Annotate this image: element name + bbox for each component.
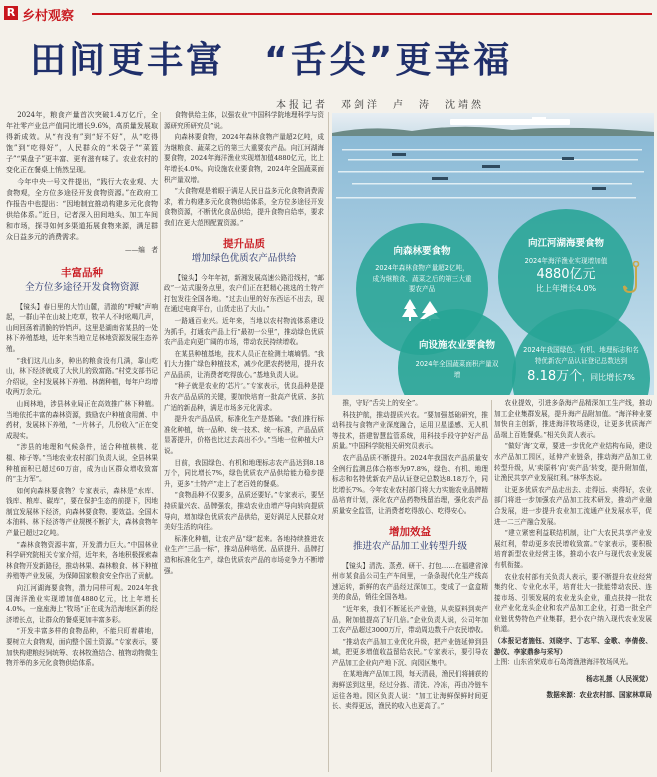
data-source: 数据来源：农业农村部、国家林草局 [546, 690, 652, 699]
bubble-text: 同比增长7% [590, 373, 635, 382]
subheading-2-sub: 增加绿色优质农产品供给 [191, 252, 297, 264]
paragraph: “建立紧密利益联结机制，让广大农民共享产业发展红利，带动更多农民增收致富。”专家表示，要积极培育新型农业经营主体，推动小农户与现代农业发展有机衔接。 [494, 529, 652, 569]
bubble-text: 2024年全国蔬菜面积产量双增 [415, 360, 499, 379]
header-rule [92, 13, 652, 15]
paragraph: 【镜头】清洗、蒸煮、研干、打包……在福建省漳州市某食品公司生产车间里，一条条现代化生产线高速运转，新鲜的农产品经过深加工，变成了一盒盒精美的食品，销往全国各地。 [332, 561, 488, 602]
column-divider [160, 112, 161, 772]
paragraph: 一路通百业兴。近年来，当地以农村物流体系建设为抓手，打通农产品上行“最初一公里”，推动绿色优质农产品走向更广阔的市场，带动农民持续增收。 [164, 316, 324, 347]
bubble-title: 向江河湖海要食物 [527, 238, 604, 249]
paragraph: 农产品品质不断提升。2024年我国农产品质量安全例行监测总体合格率为97.8%，绿色、有机、地理标志和名特优新农产品认证登记总数达8.18万个，同比增长7%。今年农业农村部门将大力实施农业品牌精品培育计划，深化农产品药物残留治理，强化农产品质量安全监管，让消费者吃得放心、吃得安心。 [332, 453, 488, 515]
bubble-value: 4880亿元 [536, 266, 596, 282]
photo-caption: 上图：山东省荣成市石岛湾渔港海洋牧场风光。 [494, 658, 633, 667]
lead-paragraph: 2024年，粮食产量首次突破1.4万亿斤，全年社零产业总产值同比增长9.6%，高质量发展取得新成效。从“有没有”到“好不好”，从“吃得饱”到“吃得好”，人民群众的“米袋子”“菜篮子”“果盘子”更丰富、更有滋有味了。农业农村的变化正在餐桌上悄然呈现。 [6, 111, 158, 174]
paragraph: 提升农产品品质，标准化生产是基础。“我们推行标准化种植，统一品种、统一技术、统一标准，产品品质显著提升，价格也比过去高出不少。”当地一位种植大户说。 [164, 415, 324, 456]
subheading-3: 增加效益 [389, 525, 431, 538]
bubble-title: 向森林要食物 [393, 246, 451, 257]
paragraph: “涉县的地理和气候条件，适合种植核桃、花椒、柿子等。”当地农业农村部门负责人说，全县林果种植面积已超过60万亩，成为山区群众增收致富的“主力军”。 [6, 443, 158, 484]
subheading-3-sub: 推进农产品加工业转型升级 [352, 540, 467, 552]
column-divider [491, 400, 492, 772]
bubble-title: 向设施农业要食物 [418, 340, 495, 351]
paragraph: “食物品种不仅要多，品质还要好。”专家表示，要坚持质量兴农、品牌强农，推动农业由增产导向转向提质导向，增加绿色优质农产品供给，更好满足人民群众对美好生活的向往。 [164, 491, 324, 532]
paragraph: 向森林要食物，2024年森林食物产量超2亿吨，成为继粮食、蔬菜之后的第三大重要农产品。向江河湖海要食物，2024年海洋渔业实现增加值4880亿元，比上年增长4.0%。向设施农业要食物，2024年全国蔬菜面积产量双增。 [164, 133, 324, 184]
paragraph: “大食物观是着眼于满足人民日益多元化食物消费需求，着力构建多元化食物供给体系，全方位多途径开发食物资源，不断优化食品供给，提升食物自给率，要求我们在更大范围配置资源。” [164, 187, 324, 227]
newspaper-logo: R [4, 6, 18, 20]
paragraph: “森林食物资源丰富，开发潜力巨大。”中国林业科学研究院相关专家介绍，近年来，各地积极探索森林食物开发新路径，推动林果、森林粮食、林下种植养殖等产业发展，为保障国家粮食安全作出了贡献。 [6, 540, 158, 581]
article-column-1 [6, 110, 158, 775]
paragraph: “开发丰富多样的食物品种，不能只盯着耕地，要树立大食物观，面向整个国土资源。”专家表示，要加快构建粮经饲统筹、农林牧渔结合、植物动物微生物并举的多元化食物供给体系。 [6, 627, 158, 668]
section-header [0, 4, 657, 24]
paragraph: “种子就是农业的‘芯片’。”专家表示，优良品种是提升农产品品质的关键，要加快培育一批高产优质、多抗广适的新品种，满足市场多元化需求。 [164, 382, 324, 412]
article-column-4 [494, 398, 652, 774]
paragraph: 目前，我国绿色、有机和地理标志农产品达到8.18万个，同比增长7%，绿色优质农产品供给能力稳步提升，更多“土特产”走上了老百姓的餐桌。 [164, 458, 324, 488]
fish-hook-icon [622, 261, 650, 295]
paragraph: 【镜头】今年年初，新湘发展高速公路沿线村，“邮政”一站式服务点里，农户们正在把精心挑选的土特产打包发往全国各地。“过去山里的好东西运不出去，现在通过电商平台，山货走出了大山。” [164, 273, 324, 314]
bubble-text: 2024年森林食物产量超2亿吨，成为继粮食、蔬菜之后的第三大重要农产品 [372, 264, 472, 293]
lead-paragraph: 今年中央一号文件提出，“践行大农业观、大食物观，全方位多途径开发食物资源。”在政府工作报告中也提出：“因地制宜推动构建多元化食物供给体系。”近日，记者深入田间地头、加工车间和市场，探寻如何多渠道拓展食物来源，满足群众日益多元的消费需求。 [6, 178, 158, 241]
subheading-2: 提升品质 [223, 237, 265, 250]
paragraph: 让更多优质农产品走出去、走得远、卖得好，农业部门将进一步加强农产品加工技术研发，推动产业融合发展，进一步提升农业加工流通产业发展水平，促进一二三产融合发展。 [494, 485, 652, 526]
paragraph: 在某地海产品加工园，每天清晨，渔民们将捕获的海鲜送到这里，经过分拣、清洗、冷冻，再由冷链车运往各地。园区负责人说：“加工让海鲜保鲜时间更长、卖得更远，渔民的收入也更高了。” [332, 670, 488, 711]
headline: 田间更丰富 “舌尖”更幸福 [30, 40, 513, 81]
paragraph: “我们这儿山多，种出的粮食没有几满，靠山吃山，林下经济就成了大伙儿的致富路。”村党支部书记介绍说，全村发展林下养殖、林菌种植，每年户均增收两万余元。 [6, 356, 158, 397]
article-column-2 [164, 110, 324, 775]
paragraph: 山间林地，涉县林业局正在高效推广林下种植。当地依托丰富的森林资源，鼓励农户种植食用菌、中药材，发展林下养殖，“一片林子，几份收入”正在变成现实。 [6, 399, 158, 440]
paragraph: 推，守好“舌尖上的安全”。 [342, 399, 422, 407]
paragraph: 标准化种植，让农产品“绿”起来。各地持续推进农业生产“三品一标”，推动品种培优、品质提升、品牌打造和标准化生产，绿色优质农产品的市场竞争力不断增强。 [164, 534, 324, 575]
paragraph: “推动农产品加工业优化升级，把产业链延伸到县域，把更多增值收益留给农民。”专家表示，要引导农产品加工企业向产地下沉、向园区集中。 [332, 637, 488, 667]
subheading-1-sub: 全方位多途径开发食物资源 [24, 281, 139, 293]
bubble-value-line: 8.18万个，同比增长7% [527, 369, 635, 384]
bubble-text: 2024年我国绿色、有机、地理标志和名特优新农产品认证登记总数达到 [523, 346, 639, 365]
editor-sign: ——编 者 [125, 246, 158, 254]
byline: 本报记者 邓剑洋 卢 涛 沈靖然 [276, 100, 484, 111]
paragraph: 如何向森林要食物？专家表示，森林是“水库、钱库、粮库、碳库”，要在保护生态的前提下，因地制宜发展林下经济，向森林要食物、要效益。全国木本油料、林下经济等产业规模不断扩大，森林食物年产量已超过2亿吨。 [6, 486, 158, 538]
subheading-1: 丰富品种 [61, 266, 103, 279]
paragraph: 农业提效，引进多条海产品精深加工生产线，推动加工企业集群发展，提升海产品附加值。“海洋种业要加快自主创新，推进海洋牧场建设，让更多优质海产品端上百姓餐桌。”相关负责人表示。 [494, 399, 652, 439]
bubble-text: 比上年增长4.0% [535, 283, 597, 293]
reporter-credit: （本报记者施钰、刘晓宇、丁志军、金歌、李倩俊、游仪、李家鼎参与采写） [494, 637, 652, 656]
article-column-3 [332, 398, 488, 774]
paragraph: 农业农村部有关负责人表示，要不断提升农业经营集约化、专业化水平，培育壮大一批能带动农民、连接市场、引领发展的农业龙头企业，重点扶持一批农业产业化龙头企业和农产品加工企业，打造一批全产业链优势特色产业集群，把小农户纳入现代农业发展轨道。 [494, 572, 652, 634]
column-divider [328, 112, 329, 772]
paragraph: “做好‘海’文章，要进一步优化产业结构布局，建设水产品加工园区，延伸产业链条，推动海产品加工业转型升级，从‘卖原料’向‘卖产品’转变，提升附加值，让渔民共享产业发展红利。”林华杰说。 [494, 442, 652, 483]
paragraph: 向江河湖海要食物，潜力同样可观。2024年我国海洋渔业实现增加值4880亿元，比上年增长4.0%。一座座海上“牧场”正在成为沿海地区新的经济增长点，让群众的餐桌更加丰富多彩。 [6, 584, 158, 624]
paragraph: 在某县种植基地，技术人员正在检测土壤墒情。“我们大力推广绿色种植技术，减少化肥农药使用，提升农产品品质，让消费者吃得放心。”基地负责人说。 [164, 349, 324, 379]
paragraph: 【镜头】春日里的大竹山麓，清澈的“呼喊”声响起，一群山羊在山坡上吃草，牧羊人不时吆喝几声，山间回荡着清脆的铃铛声。这里是湖南省某县的一处林下养殖基地，近年来当地立足林地资源发展生态养殖。 [6, 302, 158, 353]
bubble-text: 2024年海洋渔业实现增加值 [524, 257, 608, 265]
section-title: 乡村观察 [22, 9, 75, 24]
paragraph: 食物供给主体，以强农业“中国科学院地理科学与资源研究所研究员”说。 [164, 111, 324, 130]
infographic-photo [332, 113, 654, 395]
bubble-value: 8.18万个 [527, 369, 583, 384]
paragraph: “近年来，我们不断延长产业链，从卖原料到卖产品，附加值提高了好几倍。”企业负责人说，公司年加工农产品超过3000万斤，带动周边数千户农民增收。 [332, 604, 488, 635]
paragraph: 科技护航，推动提质兴农。“要加强基础研究，推动科技与食物产业深度融合，运用卫星遥感、无人机等技术，搭建智慧监管系统，用科技手段守护好产品质量。”中国科学院相关研究员表示。 [332, 410, 488, 451]
photographer-credit: 杨志礼摄（人民视觉） [586, 674, 652, 683]
